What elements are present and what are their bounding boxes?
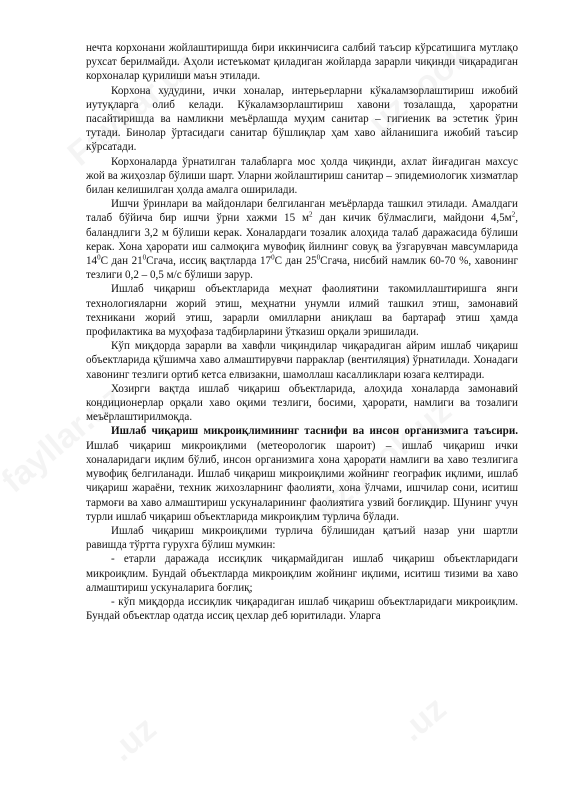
superscript: 0 [271, 253, 275, 262]
superscript: 2 [511, 210, 516, 219]
paragraph-5: Кўп миқдорда зарарли ва хавфли чиқиндилар чиқарадиган айрим ишлаб чиқариш объектларида қўшимча хаво алмаштирувчи парраклар (вентиляция) ўрнатилади. Хонадаги хавонинг тезлиги ортиб кетса елвизакни, шамоллаш касалликлари юзага келтиради. [86, 340, 518, 381]
superscript: 0 [97, 253, 101, 262]
text-run: дан кичик бўлмаслиги, майдони 4,5м [312, 212, 512, 225]
watermark [103, 709, 164, 769]
paragraph-8: Ишлаб чиқариш микроиқлими турлича бўлишидан қатъий назар уни шартли равишда тўртта гурухга бўлиш мумкин: [86, 524, 518, 552]
paragraph-6: Хозирги вақтда ишлаб чиқариш объектларида, алоҳида хоналарда замонавий кондиционерлар орқали хаво оқими тезлиги, босими, ҳарорати, намлиги ва тозалиги меъёрлаштирилмоқда. [86, 382, 518, 424]
superscript: 0 [316, 253, 321, 262]
text-run: , баландлиги 3,2 м бўлиши керак. Хоналардаги тозалик алоҳида талаб даражасида бўлиши керак. Хона ҳарорати иш салмоқига мувофиқ йилнинг совуқ ва ўзгарувчан мавсумларида 14 [86, 212, 518, 268]
watermark [393, 689, 454, 749]
text-run: Ишчи ўринлари ва майдонлари белгиланган меъёрларда ташкил этилади. Амалдаги талаб бўйича бир ишчи ўрни хажми 15 м [86, 198, 518, 225]
paragraph-2: Корхоналарда ўрнатилган талабларга мос ҳолда чиқинди, ахлат йиғадиган махсус жой ва жиҳозлар бўлиши шарт. Уларни жойлаштириш санитар – эпидемиологик хизматлар билан келишилган ҳолда амалга оширилади. [86, 155, 518, 197]
text-run: С дан 21 [100, 255, 143, 268]
section-heading: Ишлаб чиқариш микроиқлимининг таснифи ва инсон организмига таъсири. [111, 425, 518, 438]
text-run: Ишлаб чиқариш микроиқлими (метеорологик шароит) – ишлаб чиқариш ички хоналаридаги иқлим бўлиб, инсон организмига хона ҳарорати намлиги ва хаво тезлигига мувофиқ белгиланади. Ишлаб чиқариш микроиқлими жойнинг географик иқлими, ишлаб чиқариш жараёни, техник жихозларнинг фаолияти, хона ўлчами, ишчилар сони, иситиш тармоғи ва хаво алмаштириш ускуналарининг фаолиятига узвий боғлиқдир. Шунинг учун турли ишлаб чиқариш объектларида микроиқлим турлича бўлади. [86, 439, 518, 523]
paragraph-1: Корхона худудини, ички хоналар, интерьерларни кўкаламзорлаштириш ижобий иутуқларга олиб келади. Кўкаламзорлаштириш хавони тозалашда, ҳароратни пасайтиришда ва намликни меъёрлашда муҳим санитар – гигиеник ва эстетик ўрин тутади. Бинолар ўртасидаги санитар бўшлиқлар ҳам хаво айланишига ижобий таъсир кўрсатади. [86, 84, 518, 154]
text-run: Сгача, нисбий намлик 60-70 %, хавонинг тезлиги 0,2 – 0,5 м/с бўлиши зарур. [86, 255, 519, 282]
superscript: 0 [142, 253, 147, 262]
document-page [86, 41, 518, 623]
text-run: С дан 25 [274, 255, 317, 268]
paragraph-3 [86, 197, 518, 282]
text-run: Сгача, иссиқ вақтларда 17 [146, 255, 272, 268]
paragraph-4: Ишлаб чиқариш объектларида меҳнат фаолиятини такомиллаштиришга янги технологияларни жорий этиш, меҳнатни унумли илмий ташкил этиш, замонавий техникани жорий этиш, зарарли омилларни аниқлаш ва бартараф этиш ҳамда профилактика ва муҳофаза тадбирларини ўтказиш орқали эришилади. [86, 283, 518, 339]
superscript: 2 [309, 210, 313, 219]
list-item: - етарли даражада иссиқлик чиқармайдиган ишлаб чиқариш объектларидаги микроиқлим. Бундай объектларда микроиқлим жойнинг иқлими, иситиш тизими ва хаво алмаштириш ускуналарига боғлиқ; [86, 553, 518, 594]
list-item: - кўп миқдорда иссиқлик чиқарадиган ишлаб чиқариш объектларидаги микроиқлим. Бундай объектлар одатда иссиқ цехлар деб юритилади. Уларга [86, 595, 518, 623]
paragraph-0: нечта корхонани жойлаштиришда бири иккинчисига салбий таъсир кўрсатишига мутлақо рухсат берилмайди. Аҳоли истеъкомат қиладиган жойларда зарарли чиқинди чиқарадиган корхоналар қурилиши маън этилади. [86, 42, 518, 83]
paragraph-7 [86, 424, 518, 523]
